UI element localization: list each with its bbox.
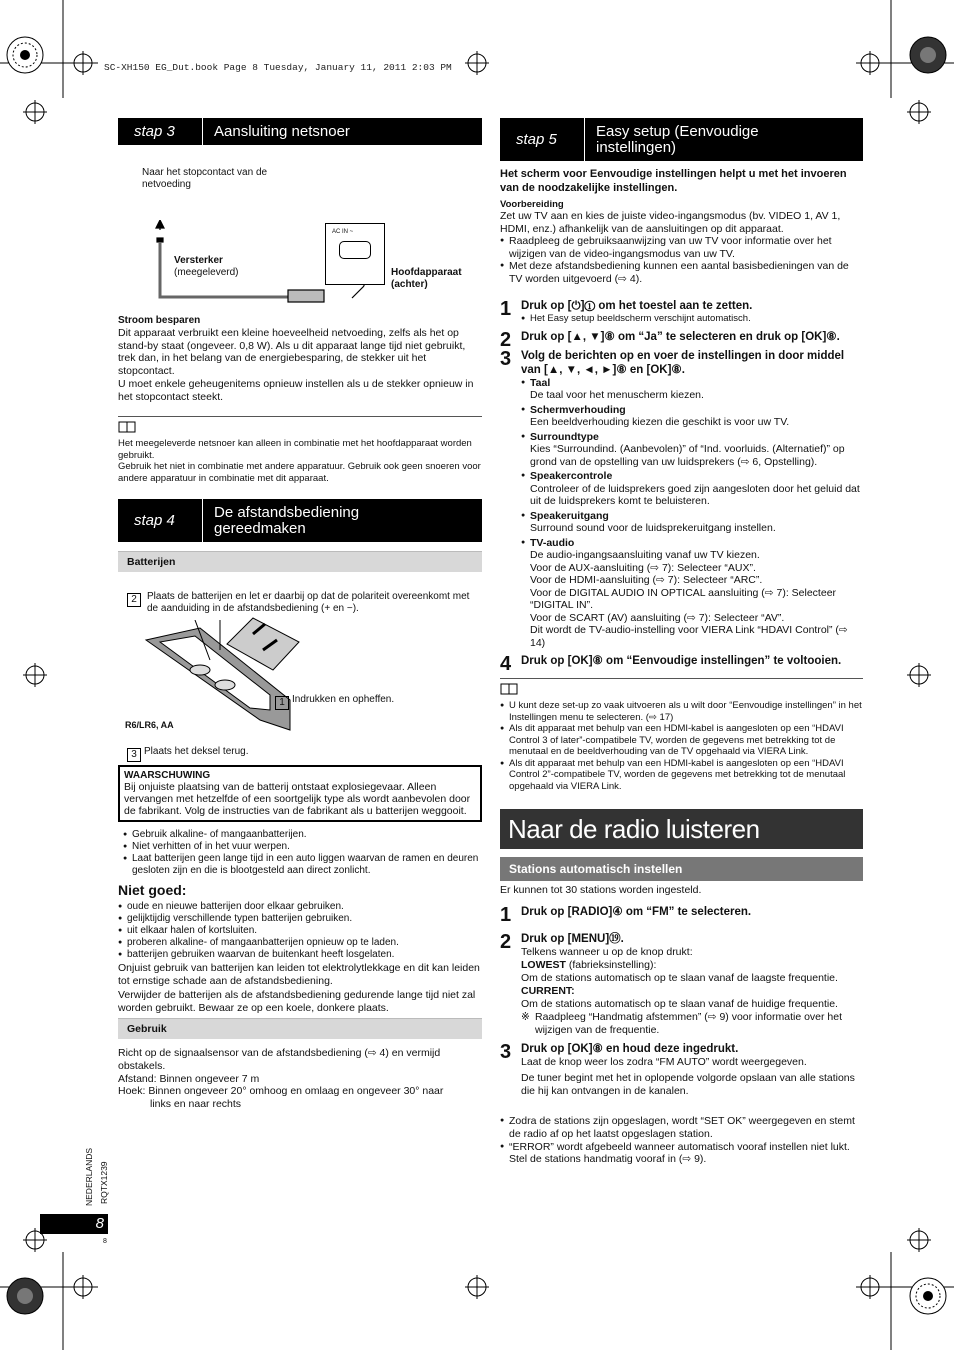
usage-2: Afstand: Binnen ongeveer 7 m — [118, 1072, 260, 1085]
radio-step2: 2 Druk op [MENU]⑲. Telkens wanneer u op de knop drukt: LOWEST (fabrieksinstelling): Om de stations automatisch op te slaan vanaf de laagste frequentie. CURRENT: Om de stations automatisch op te slaan vanaf de huidige frequentie. ※ Raadpleeg “Handmatig afstemmen” (⇨ 9) voor informatie over het wijzigen van de frequentie. — [500, 932, 863, 1037]
step5-step3: 3 Volg de berichten op en voer de instellingen in door middel van [▲, ▼, ◄, ►]⑧ en [OK]⑧. — [500, 349, 863, 377]
step4-number: stap 4 — [118, 499, 203, 542]
bad-2: ● gelijktijdig verschillende typen batterijen gebruiken. — [118, 913, 482, 925]
footnote-text: Raadpleeg “Handmatig afstemmen” (⇨ 9) voor informatie over het wijzigen van de frequentie. — [535, 1011, 843, 1036]
step4-title: De afstandsbediening gereedmaken — [214, 503, 360, 537]
radio-note-2: ● “ERROR” wordt afgebeeld wanneer automatisch vooraf instellen niet lukt. Stel de stations handmatig vooraf in (⇨ 9). — [500, 1141, 863, 1167]
battery-type-label: R6/LR6, AA — [125, 720, 174, 731]
item-scherm-desc: Een beeldverhouding kiezen die geschikt is voor uw TV. — [530, 416, 790, 428]
item-speakerout-title: ● Speakeruitgang — [521, 510, 863, 523]
item-tvaudio-title: ● TV-audio — [521, 537, 863, 550]
item-taal-desc: De taal voor het menuscherm kiezen. — [530, 389, 704, 401]
note5-2: ● Als dit apparaat met behulp van een HDMI-kabel is aangesloten op een “HDAVI Control 3 of later”-compatibele TV, worden de gegevens met betrekking tot de menutaal en de beeldverhouding van de TV opgehaald via VIERA Link. — [500, 723, 863, 758]
radio-step1: 1 Druk op [RADIO]④ om “FM” te selecteren. — [500, 905, 863, 919]
radio-step3: 3 Druk op [OK]⑧ en houd deze ingedrukt. Laat de knop weer los zodra “FM AUTO” wordt weergegeven. De tuner begint met het in oplopende volgorde opslaan van alle stations die hij kan ontvangen in de kanalen. — [500, 1042, 863, 1098]
tv-line-5: Dit wordt de TV-audio-instelling voor VIERA Link “HDAVI Control” (⇨ 14) — [530, 624, 848, 649]
radio-note-1: ● Zodra de stations zijn opgeslagen, wordt “SET OK” weergegeven en stemt de radio af op het laatst opgeslagen station. — [500, 1115, 863, 1141]
misuse-text: Onjuist gebruik van batterijen kan leiden tot elektrolytlekkage en dit kan leiden tot ernstige schade aan de afstandsbediening. — [118, 962, 480, 987]
note5-3: ● Als dit apparaat met behulp van een HDMI-kabel is aangesloten op een “HDAVI Control 2”-compatibele TV, worden de gegevens met betrekking tot de menutaal opgehaald via VIERA Link. — [500, 758, 863, 793]
tv-line-1: Voor de AUX-aansluiting (⇨ 7): Selecteer “AUX”. — [530, 561, 756, 574]
s2-box: 2 — [127, 593, 141, 607]
current-desc: Om de stations automatisch op te slaan vanaf de huidige frequentie. — [521, 998, 838, 1010]
tip-3: ● Laat batterijen geen lange tijd in een auto liggen waarvan de ramen en deuren gesloten zijn en die is blootgesteld aan direct zonlicht. — [123, 853, 482, 877]
left-column — [118, 118, 482, 1111]
note-text-1: Het meegeleverde netsnoer kan alleen in combinatie met het hoofdapparaat worden gebruikt. — [118, 438, 472, 461]
book-icon — [118, 421, 138, 433]
lowest-label: LOWEST — [521, 959, 566, 971]
storage-text: Verwijder de batterijen als de afstandsbediening gedurende lange tijd niet zal worden gebruikt. Bewaar ze op een koele, donkere plaats. — [118, 989, 476, 1014]
power-save-title: Stroom besparen — [118, 315, 201, 326]
item-scherm-title: ● Schermverhouding — [521, 404, 863, 417]
step5-step3-text: Volg de berichten op en voer de instellingen in door middel van [▲, ▼, ◄, ►]⑧ en [OK]⑧. — [521, 349, 845, 376]
ac-inlet-panel — [325, 223, 385, 285]
battery-tips — [123, 829, 482, 877]
side-label — [84, 1136, 96, 1208]
bad-1: ● oude en nieuwe batterijen door elkaar gebruiken. — [118, 901, 482, 913]
outlet-label: Naar het stopcontact van de netvoeding — [142, 167, 268, 190]
right-column — [500, 118, 863, 1166]
s1-text: Indrukken en opheffen. — [292, 694, 395, 706]
lowest-suffix: (fabrieksinstelling): — [565, 959, 657, 971]
step5-step4-text: Druk op [OK]⑧ om “Eenvoudige instellingen” te voltooien. — [521, 655, 842, 667]
small-page-number: 8 — [103, 1238, 107, 1245]
step3-title: Aansluiting netsnoer — [214, 122, 350, 140]
step5-number: stap 5 — [500, 118, 585, 161]
model-code: RQTX1239 — [99, 1161, 109, 1204]
ac-in-label: AC IN ~ — [332, 229, 354, 235]
radio-step1-text: Druk op [RADIO]④ om “FM” te selecteren. — [521, 906, 752, 918]
step5-step1-sub: ● Het Easy setup beeldscherm verschijnt automatisch. — [521, 313, 863, 325]
s3-text: Plaats het deksel terug. — [144, 746, 249, 758]
usage-text — [118, 1047, 482, 1111]
radio-subheading: Stations automatisch instellen — [500, 857, 863, 881]
radio-step2-text: Druk op [MENU]⑲. — [521, 933, 624, 945]
radio-step3-a: Laat de knop weer los zodra “FM AUTO” wordt weergegeven. — [521, 1056, 807, 1068]
step5-step2-text: Druk op [▲, ▼]⑧ om “Ja” te selecteren en druk op [OK]⑧. — [521, 330, 840, 343]
prep-text: Zet uw TV aan en kies de juiste video-ingangsmodus (bv. VIDEO 1, AV 1, HDMI, enz.) afhankelijk van de aansluitingen op dit apparaat. — [500, 210, 841, 235]
item-speakercheck-title: ● Speakercontrole — [521, 470, 863, 483]
footnote-mark: ※ — [521, 1011, 530, 1023]
bad-list — [118, 901, 482, 961]
s3-row — [118, 742, 482, 764]
item-speakerout-desc: Surround sound voor de luidsprekeruitgang instellen. — [530, 522, 776, 534]
note-text-2: Gebruik het niet in combinatie met andere apparatuur. Gebruik ook geen snoeren voor andere apparatuur in combinatie met dit apparaat. — [118, 461, 481, 484]
page-number: 8 — [40, 1214, 108, 1234]
prep-bullet-1: ● Raadpleeg de gebruiksaanwijzing van uw TV voor informatie over het wijzigen van de video-ingangsmodus van uw TV. — [500, 235, 863, 260]
bad-3: ● uit elkaar halen of kortsluiten. — [118, 925, 482, 937]
lowest-desc: Om de stations automatisch op te slaan vanaf de laagste frequentie. — [521, 972, 838, 984]
usage-3b: links en naar rechts — [150, 1098, 242, 1111]
batteries-bar: Batterijen — [118, 551, 482, 572]
prep-bullet-2: ● Met deze afstandsbediening kunnen een aantal basisbedieningen van de TV worden uitgevoerd (⇨ 4). — [500, 260, 863, 285]
step5-step1: 1 Druk op [⏻]① om het toestel aan te zetten. ● Het Easy setup beeldscherm verschijnt automatisch. — [500, 299, 863, 325]
step5-title: Easy setup (Eenvoudige instellingen) — [596, 122, 759, 156]
radio-section-title: Naar de radio luisteren — [500, 809, 863, 849]
usage-1: Richt op de signaalsensor van de afstandsbediening (⇨ 4) en vermijd obstakels. — [118, 1047, 441, 1072]
item-surround-title: ● Surroundtype — [521, 431, 863, 444]
warning-box — [118, 765, 482, 822]
language-label: NEDERLANDS — [84, 1147, 94, 1206]
bad-4: ● proberen alkaline- of mangaanbatterijen opnieuw op te laden. — [118, 937, 482, 949]
tv-line-2: Voor de HDMI-aansluiting (⇨ 7): Selecteer “ARC”. — [530, 574, 763, 586]
bad-5: ● batterijen gebruiken waarvan de buitenkant heeft losgelaten. — [118, 949, 482, 961]
amplifier-label — [174, 255, 238, 279]
item-speakercheck-desc: Controleer of de luidsprekers goed zijn aangesloten door het geluid dat uit de luidsprekers komt te beluisteren. — [530, 482, 860, 507]
step5-step4: 4 Druk op [OK]⑧ om “Eenvoudige instellingen” te voltooien. — [500, 654, 863, 668]
not-good-title: Niet goed: — [118, 882, 187, 899]
step4-header — [118, 499, 482, 542]
main-unit-label: Hoofdapparaat (achter) — [391, 267, 462, 290]
step5-intro: Het scherm voor Eenvoudige instellingen helpt u met het invoeren van de noodzakelijke instellingen. — [500, 168, 847, 194]
power-save-text: Dit apparaat verbruikt een kleine hoeveelheid netvoeding, zelfs als het op stand-by staat (ongeveer. 0,8 W). Als u dit apparaat lange tijd niet gebruikt, trek dan, in het belang van de energiebesparing, de stekker uit het stopcontact. — [118, 327, 466, 378]
radio-step3-text: Druk op [OK]⑧ en houd deze ingedrukt. — [521, 1043, 739, 1055]
amplifier-bold: Versterker — [174, 255, 223, 266]
amplifier-sub: (meegeleverd) — [174, 267, 239, 278]
radio-press-each: Telkens wanneer u op de knop drukt: — [521, 946, 693, 958]
setup-items — [521, 377, 863, 650]
s3-box: 3 — [127, 748, 141, 762]
step5-header — [500, 118, 863, 161]
tip-2: ● Niet verhitten of in het vuur werpen. — [123, 841, 482, 853]
s1-box: 1 — [275, 696, 289, 710]
usage-bar: Gebruik — [118, 1018, 482, 1039]
usage-3: Hoek: Binnen ongeveer 20° omhoog en omlaag en ongeveer 30° naar — [118, 1085, 444, 1098]
step5-step2: 2 Druk op [▲, ▼]⑧ om “Ja” te selecteren en druk op [OK]⑧. — [500, 330, 863, 344]
power-diagram — [118, 145, 482, 290]
step3-number: stap 3 — [118, 118, 203, 145]
prep-title: Voorbereiding — [500, 199, 564, 210]
battery-diagram — [118, 572, 482, 742]
item-tvaudio-desc: De audio-ingangsaansluiting vanaf uw TV kiezen. — [530, 549, 760, 561]
side-code — [99, 1152, 111, 1212]
book-icon — [500, 683, 520, 695]
item-surround-desc: Kies “Surroundind. (Aanbevolen)” of “Ind. voorluids. (Alternatief)” op grond van de opstelling van uw luidsprekers (⇨ 6, Opstelling). — [530, 443, 845, 468]
note-block-1 — [118, 416, 482, 484]
tip-1: ● Gebruik alkaline- of mangaanbatterijen. — [123, 829, 482, 841]
tv-line-3: Voor de DIGITAL AUDIO IN OPTICAL aansluiting (⇨ 7): Selecteer “DIGITAL IN”. — [530, 586, 837, 611]
note5-1: ● U kunt deze set-up zo vaak uitvoeren als u wilt door “Eenvoudige instellingen” in het Instellingen menu te selecteren. (⇨ 17) — [500, 700, 863, 723]
book-header: SC-XH150 EG_Dut.book Page 8 Tuesday, January 11, 2011 2:03 PM — [104, 62, 452, 73]
ac-socket-icon — [339, 241, 371, 259]
radio-step2-detail — [521, 946, 863, 1037]
radio-notes — [500, 1115, 863, 1166]
cover-detail — [223, 614, 303, 674]
power-save-text2: U moet enkele geheugenitems opnieuw instellen als u de stekker opnieuw in het stopcontact steekt. — [118, 377, 474, 403]
warning-title: WAARSCHUWING — [124, 770, 211, 782]
warning-text: Bij onjuiste plaatsing van de batterij ontstaat explosiegevaar. Alleen vervangen met hetzelfde of een soortgelijk type als wordt aanbevolen door de fabrikant. Volg de instructies van de fabrikant als u batterijen weggooit. — [124, 781, 471, 818]
radio-step3-b: De tuner begint met het in oplopende volgorde opslaan van alle stations die hij kan ontvangen in de kanalen. — [521, 1072, 855, 1097]
item-taal-title: ● Taal — [521, 377, 863, 390]
s2-text: Plaats de batterijen en let er daarbij op dat de polariteit overeenkomt met de aanduiding in de afstandsbediening (+ en −). — [147, 591, 470, 615]
radio-step3-detail — [521, 1056, 863, 1098]
radio-intro: Er kunnen tot 30 stations worden ingesteld. — [500, 884, 702, 896]
step3-header — [118, 118, 482, 145]
note-block-2 — [500, 678, 863, 792]
tv-line-4: Voor de SCART (AV) aansluiting (⇨ 7): Selecteer “AV”. — [530, 611, 785, 624]
current-label: CURRENT: — [521, 985, 575, 997]
step5-step1-text: Druk op [⏻]① om het toestel aan te zetten. — [521, 300, 753, 312]
